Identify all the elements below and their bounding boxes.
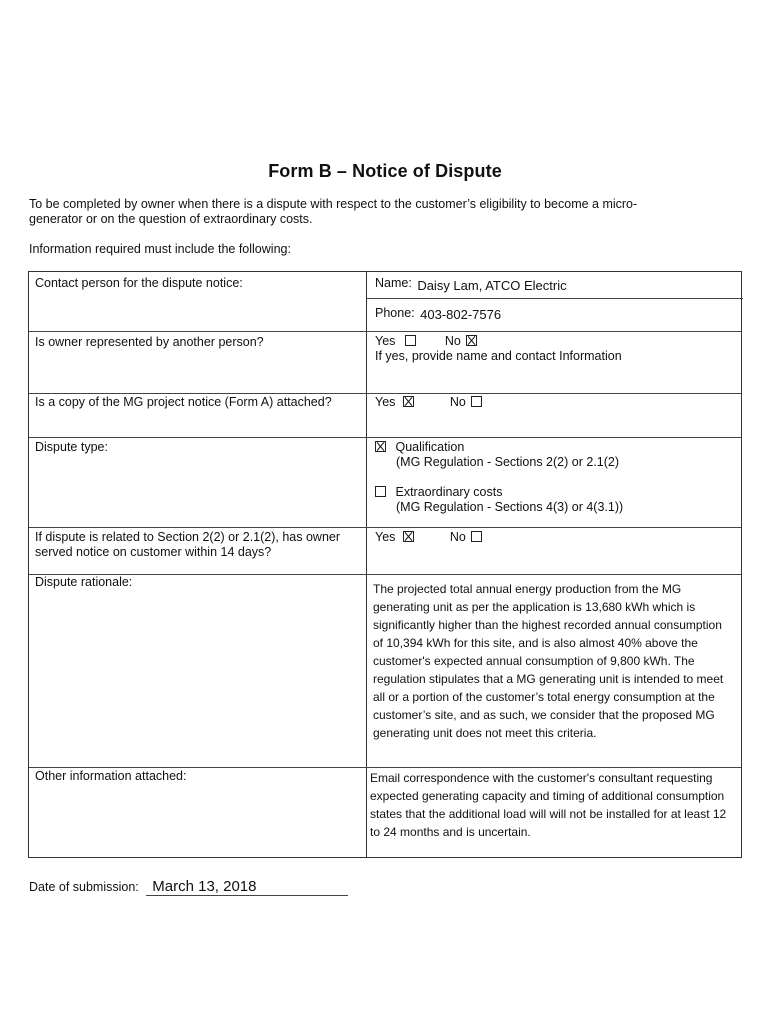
dispute-rationale-text[interactable]: The projected total annual energy production from the MG generating unit as per the application is 13,680 kWh which is significantly higher than the highest recorded annual consumption of 10,394 kWh for this site, and is also almost 40% above the customer's expected annual consumption of 9,800 kWh. The regulation stipulates that a MG generating unit is intended to meet all or a portion of the customer’s total energy consumption at the customer’s site, and as such, we consider that the proposed MG generating unit does not meet this criteria. [373,582,724,740]
qualification-checkbox[interactable] [375,441,386,452]
row-divider [29,331,741,332]
contact-phone-value[interactable]: 403-802-7576 [420,307,502,322]
required-note: Information required must include the following: [29,242,291,256]
form-title: Form B – Notice of Dispute [268,161,502,181]
row-divider [29,767,741,768]
dispute-rationale-label: Dispute rationale: [35,575,133,589]
yes-label: Yes [375,530,396,544]
contact-phone-row [375,305,501,321]
extraordinary-costs-label: Extraordinary costs [395,485,503,499]
represented-yes-checkbox[interactable] [405,335,416,346]
extraordinary-costs-sub: (MG Regulation - Sections 4(3) or 4(3.1)) [396,500,624,514]
date-of-submission [29,879,348,896]
dispute-type-extraordinary [375,485,502,500]
no-label: No [449,395,466,409]
contact-name-value[interactable]: Daisy Lam, ATCO Electric [417,278,567,293]
qualification-sub: (MG Regulation - Sections 2(2) or 2.1(2) [396,455,620,469]
represented-note: If yes, provide name and contact Information [375,349,622,363]
date-of-submission-value[interactable]: March 13, 2018 [146,879,348,896]
dispute-type-qualification [375,440,464,455]
yes-label: Yes [375,334,396,348]
name-label: Name: [375,276,412,290]
row-divider [29,437,741,438]
row-divider [29,527,741,528]
represented-label: Is owner represented by another person? [35,335,264,349]
extraordinary-costs-checkbox[interactable] [375,486,386,497]
served-notice-no-checkbox[interactable] [471,531,482,542]
contact-person-label: Contact person for the dispute notice: [35,276,243,290]
date-of-submission-label: Date of submission: [29,880,139,894]
served-notice-yes-checkbox[interactable] [403,531,414,542]
copy-attached-label: Is a copy of the MG project notice (Form A) attached? [35,395,332,409]
copy-attached-yes-checkbox[interactable] [403,396,414,407]
no-label: No [449,530,466,544]
yes-label: Yes [375,395,396,409]
other-info-label: Other information attached: [35,769,187,783]
row-divider [29,393,741,394]
intro-text: To be completed by owner when there is a dispute with respect to the customer’s eligibility to become a micro-generator or on the question of extraordinary costs. [29,197,638,226]
copy-attached-no-checkbox[interactable] [471,396,482,407]
served-notice-label: If dispute is related to Section 2(2) or 2.1(2), has owner served notice on customer within 14 days? [35,530,341,559]
served-notice-options [375,530,482,545]
represented-no-checkbox[interactable] [466,335,477,346]
represented-options [375,334,477,349]
column-divider [366,272,367,857]
dispute-form-table [28,271,742,858]
row-divider [366,298,743,299]
other-info-text[interactable]: Email correspondence with the customer's consultant requesting expected generating capacity and timing of additional consumption states that the additional load will will not be installed for at least 12 to 24 months and is uncertain. [370,771,727,839]
copy-attached-options [375,395,482,410]
dispute-type-label: Dispute type: [35,440,108,454]
phone-label: Phone: [375,306,415,320]
no-label: No [444,334,461,348]
qualification-label: Qualification [395,440,465,454]
contact-name-row [375,275,567,291]
